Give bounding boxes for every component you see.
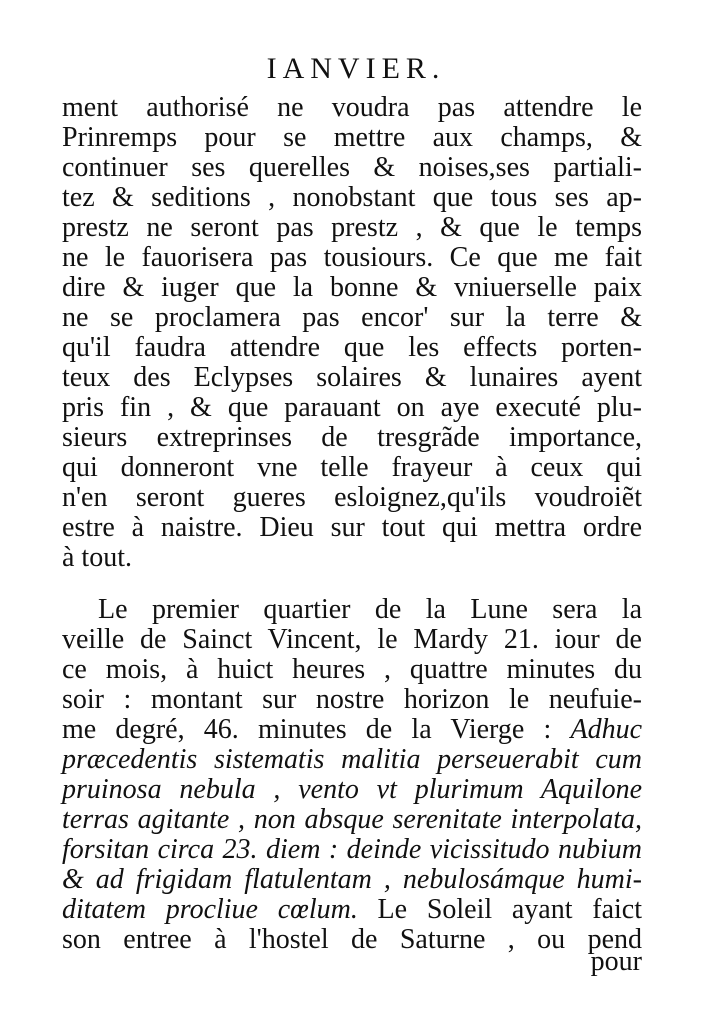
text-line: continuer ses querelles & noises,ses partiali- [62,152,642,183]
text-line: ne se proclamera pas encor' sur la terre & [62,302,642,333]
text-line: son entree à l'hostel de Saturne , ou pend [62,924,642,955]
text-line: pris fin , & que parauant on aye executé plu- [62,392,642,423]
text-line: qu'il faudra attendre que les effects porten- [62,332,642,363]
text-line-latin: præcedentis sistematis malitia perseuerabit cum [62,744,642,775]
text-line-mixed [62,715,642,745]
text-line: qui donneront vne telle frayeur à ceux qui [62,452,642,483]
text-line: sieurs extreprinses de tresgrãde importance, [62,422,642,453]
text-line-mixed [62,895,642,925]
paragraph-1 [62,93,642,573]
text-line: teux des Eclypses solaires & lunaires ayent [62,362,642,393]
roman-run: me degré, 46. minutes de la Vierge : [62,714,571,745]
paragraph-2 [62,595,642,955]
text-line: ce mois, à huict heures , quattre minutes du [62,654,642,685]
roman-run: Le Soleil ayant faict [357,894,642,925]
text-line: estre à naistre. Dieu sur tout qui mettra ordre [62,512,642,543]
text-line-latin: & ad frigidam flatulentam , nebulosámque humi- [62,864,642,895]
text-line: à tout. [62,542,132,573]
text-line: Prinremps pour se mettre aux champs, & [62,122,642,153]
running-head: IANVIER. [266,52,446,85]
text-line: ne le fauorisera pas tousiours. Ce que me fait [62,242,642,273]
text-line: soir : montant sur nostre horizon le neufuie- [62,684,642,715]
italic-run: ditatem procliue cœlum. [62,894,358,925]
text-line-latin: pruinosa nebula , vento vt plurimum Aquilone [62,774,642,805]
text-line: veille de Sainct Vincent, le Mardy 21. iour de [62,624,642,655]
text-line: dire & iuger que la bonne & vniuerselle paix [62,272,642,303]
text-line: n'en seront gueres esloignez,qu'ils voudroiẽt [62,482,642,513]
text-line: tez & seditions , nonobstant que tous ses ap- [62,182,642,213]
italic-run: Adhuc [570,714,642,745]
text-line: ment authorisé ne voudra pas attendre le [62,92,642,123]
text-line: prestz ne seront pas prestz , & que le temps [62,212,642,243]
text-line-latin: terras agitante , non absque serenitate interpolata, [62,804,642,835]
text-line: Le premier quartier de la Lune sera la [98,594,642,625]
catchword: pour [590,946,642,977]
text-line-latin: forsitan circa 23. diem : deinde vicissitudo nubium [62,834,642,865]
